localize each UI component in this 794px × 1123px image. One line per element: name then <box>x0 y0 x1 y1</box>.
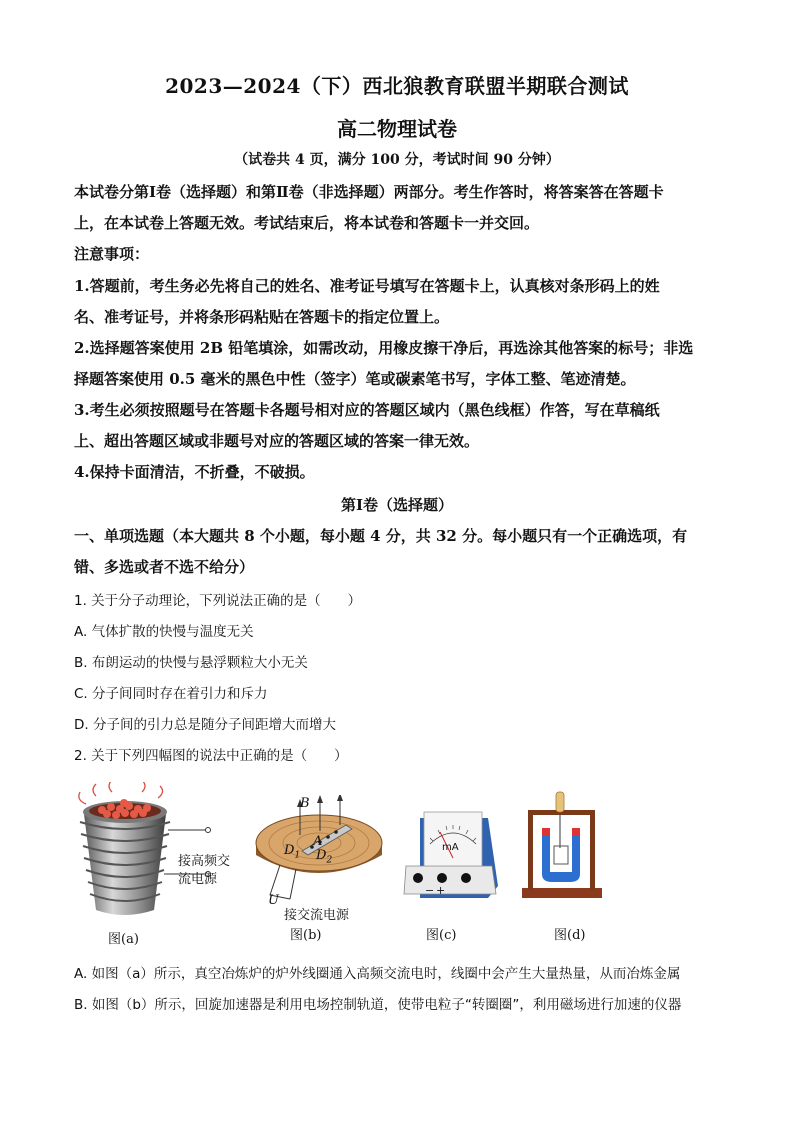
note-line-1: 1.答题前，考生务必先将自己的姓名、准考证号填写在答题卡上，认真核对条形码上的姓 <box>74 277 660 295</box>
note-line-7: 4.保持卡面清洁，不折叠，不破损。 <box>74 463 315 481</box>
part1-line-2: 错、多选或者不选不给分） <box>74 558 255 576</box>
label-A: A <box>313 834 323 849</box>
label-D1: $D_1$ <box>284 843 301 861</box>
label-B: B <box>300 796 310 811</box>
milliammeter-figure <box>400 808 500 908</box>
caption-d: 图(d) <box>554 928 586 943</box>
part1-line-1: 一、单项选题（本大题共 8 个小题，每小题 4 分，共 32 分。每小题只有一个正确选项，有 <box>74 527 688 545</box>
q1-option-a: A. 气体扩散的快慢与温度无关 <box>74 624 254 640</box>
ac-source-label: 接交流电源 <box>284 908 350 923</box>
q2-stem: 2. 关于下列四幅图的说法中正确的是（ ） <box>74 748 348 764</box>
note-line-6: 上、超出答题区域或非题号对应的答题区域的答案一律无效。 <box>74 432 480 450</box>
note-line-3: 2.选择题答案使用 2B 铅笔填涂，如需改动，用橡皮擦干净后，再选涂其他答案的标号；非选 <box>74 339 694 357</box>
intro-line-2: 上，在本试卷上答题无效。考试结束后，将本试卷和答题卡一并交回。 <box>74 214 540 232</box>
q2-option-a: A. 如图（a）所示，真空冶炼炉的炉外线圈通入高频交流电时，线圈中会产生大量热量，从而冶炼金属 <box>74 966 681 982</box>
exam-title: 2023—2024（下）西北狼教育联盟半期联合测试 <box>165 74 629 98</box>
section-title: 第Ⅰ卷（选择题） <box>340 496 454 514</box>
caption-a: 图(a) <box>108 932 139 947</box>
intro-line-1: 本试卷分第Ⅰ卷（选择题）和第Ⅱ卷（非选择题）两部分。考生作答时，将答案答在答题卡 <box>74 183 664 201</box>
terminal-minus: − <box>425 884 435 897</box>
label-D2: $D_2$ <box>316 848 333 866</box>
subject-title: 高二物理试卷 <box>337 117 457 141</box>
caption-b: 图(b) <box>290 928 322 943</box>
note-line-5: 3.考生必须按照题号在答题卡各题号相对应的答题区域内（黑色线框）作答，写在草稿纸 <box>74 401 660 419</box>
caption-c: 图(c) <box>426 928 457 943</box>
q2-option-b: B. 如图（b）所示，回旋加速器是利用电场控制轨道，使带电粒子“转圈圈”，利用磁场进行加速的仪器 <box>74 997 682 1013</box>
note-line-4: 择题答案使用 0.5 毫米的黑色中性（签字）笔或碳素笔书写，字体工整、笔迹清楚。 <box>74 370 636 388</box>
note-line-2: 名、准考证号，并将条形码粘贴在答题卡的指定位置上。 <box>74 308 450 326</box>
q1-option-c: C. 分子间同时存在着引力和斥力 <box>74 686 268 702</box>
notes-title: 注意事项： <box>74 245 150 263</box>
q1-stem: 1. 关于分子动理论，下列说法正确的是（ ） <box>74 593 362 609</box>
magnet-figure <box>518 790 608 910</box>
label-U: U <box>268 893 279 908</box>
terminal-plus: + <box>436 884 446 897</box>
exam-info: （试卷共 4 页，满分 100 分，考试时间 90 分钟） <box>234 152 560 168</box>
q1-option-b: B. 布朗运动的快慢与悬浮颗粒大小无关 <box>74 655 308 671</box>
furnace-label-1: 接高频交 <box>178 854 231 869</box>
furnace-label-2: 流电源 <box>178 872 218 887</box>
ma-unit-label: mA <box>442 842 459 853</box>
q1-option-d: D. 分子间的引力总是随分子间距增大而增大 <box>74 717 336 733</box>
